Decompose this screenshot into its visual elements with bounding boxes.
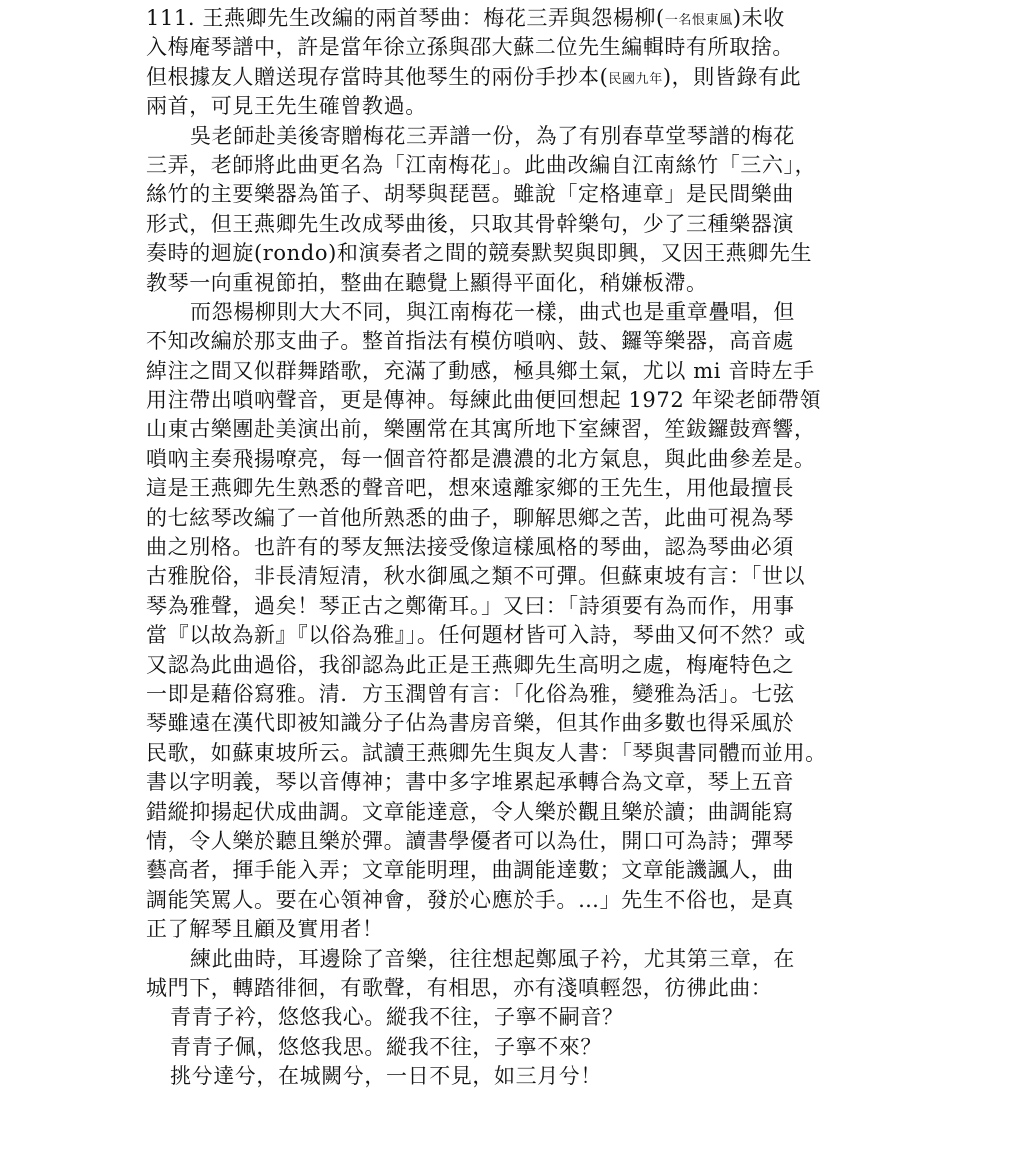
text-line: 教琴一向重視節拍，整曲在聽覺上顯得平面化，稍嫌板滯。: [146, 270, 708, 295]
paragraph-start-line: 而怨楊柳則大大不同，與江南梅花一樣，曲式也是重章疊唱，但: [190, 299, 795, 324]
text-line: 錯縱抑揚起伏成曲調。文章能達意，令人樂於觀且樂於讀；曲調能寫: [146, 799, 794, 824]
poem-line: 青青子衿，悠悠我心。縱我不往，子寧不嗣音？: [170, 1005, 624, 1030]
text-line: 嗩吶主奏飛揚嘹亮，每一個音符都是濃濃的北方氣息，與此曲參差是。: [146, 446, 816, 471]
text-line: 不知改編於那支曲子。整首指法有模仿嗩吶、鼓、鑼等樂器，高音處: [146, 329, 794, 354]
text-line: 入梅庵琴譜中，許是當年徐立孫與邵大蘇二位先生編輯時有所取捨。: [146, 35, 794, 60]
text-line: 這是王燕卿先生熟悉的聲音吧，想來遠離家鄉的王先生，用他最擅長: [146, 476, 794, 501]
text-line: 琴為雅聲，過矣！琴正古之鄭衛耳。」又曰：「詩須要有為而作，用事: [146, 593, 795, 618]
text-line: 山東古樂團赴美演出前，樂團常在其寓所地下室練習，笙鈸鑼鼓齊響，: [146, 417, 816, 442]
text-line: 用注帶出嗩吶聲音，更是傳神。每練此曲便回想起 1972 年梁老師帶領: [146, 388, 822, 413]
text-line: 曲之別格。也許有的琴友無法接受像這樣風格的琴曲，認為琴曲必須: [146, 535, 794, 560]
text-line: 民歌，如蘇東坡所云。試讀王燕卿先生與友人書：「琴與書同體而並用。: [146, 740, 827, 765]
text-line: 綽注之間又似群舞踏歌，充滿了動感，極具鄉土氣，尤以 mi 音時左手: [146, 358, 815, 383]
inline-note: 一名恨東風: [664, 13, 733, 28]
text-line: 古雅脫俗，非長清短清，秋水御風之類不可彈。但蘇東坡有言：「世以: [146, 564, 806, 589]
text-line: 正了解琴且顧及實用者！: [146, 917, 384, 942]
inline-note: 民國九年: [608, 71, 663, 87]
text-line: 調能笑罵人。要在心領神會，發於心應於手。…」先生不俗也，是真: [146, 887, 794, 912]
text-line: 一即是藉俗寫雅。清．方玉潤曾有言：「化俗為雅，變雅為活」。七弦: [146, 681, 795, 706]
text-line: 情，令人樂於聽且樂於彈。讀書學優者可以為仕，開口可為詩；彈琴: [146, 828, 794, 853]
paragraph-start-line: 吳老師赴美後寄贈梅花三弄譜一份，為了有別春草堂琴譜的梅花: [190, 123, 795, 148]
text-line: 兩首，可見王先生確曾教過。: [146, 94, 427, 119]
paragraph-start-line: 練此曲時，耳邊除了音樂，往往想起鄭風子衿，尤其第三章，在: [190, 946, 795, 971]
text-line: 琴雖遠在漢代即被知識分子佔為書房音樂，但其作曲多數也得采風於: [146, 711, 794, 736]
text-line: 111. 王燕卿先生改編的兩首琴曲：梅花三弄與怨楊柳(一名恨東風)未收: [146, 6, 785, 30]
text-line: 藝高者，揮手能入弄；文章能明理，曲調能達數；文章能譏諷人，曲: [146, 858, 794, 883]
text-line: 城門下，轉踏徘徊，有歌聲，有相思，亦有淺嗔輕怨，彷彿此曲：: [146, 975, 773, 1000]
text-line: 又認為此曲過俗，我卻認為此正是王燕卿先生高明之處，梅庵特色之: [146, 652, 794, 677]
text-line: 奏時的迴旋(rondo)和演奏者之間的競奏默契與即興，又因王燕卿先生: [146, 241, 813, 266]
text-line: 形式，但王燕卿先生改成琴曲後，只取其骨幹樂句，少了三種樂器演: [146, 211, 794, 236]
poem-line: 青青子佩，悠悠我思。縱我不往，子寧不來？: [170, 1034, 602, 1059]
text-line: 的七絃琴改編了一首他所熟悉的曲子，聊解思鄉之苦，此曲可視為琴: [146, 505, 794, 530]
poem-line: 挑兮達兮，在城闕兮，一日不見，如三月兮！: [170, 1064, 602, 1089]
text-line: 絲竹的主要樂器為笛子、胡琴與琵琶。雖說「定格連章」是民間樂曲: [146, 182, 794, 207]
text-line: 書以字明義，琴以音傳神；書中多字堆累起承轉合為文章，琴上五音: [146, 770, 794, 795]
text-line: 三弄，老師將此曲更名為「江南梅花」。此曲改編自江南絲竹「三六」，: [146, 152, 817, 177]
text-line: 當『以故為新』『以俗為雅』」。任何題材皆可入詩，琴曲又何不然？或: [146, 623, 806, 648]
document-page: [146, 4, 886, 1091]
text-line: 但根據友人贈送現存當時其他琴生的兩份手抄本(民國九年)，則皆錄有此: [146, 64, 802, 89]
